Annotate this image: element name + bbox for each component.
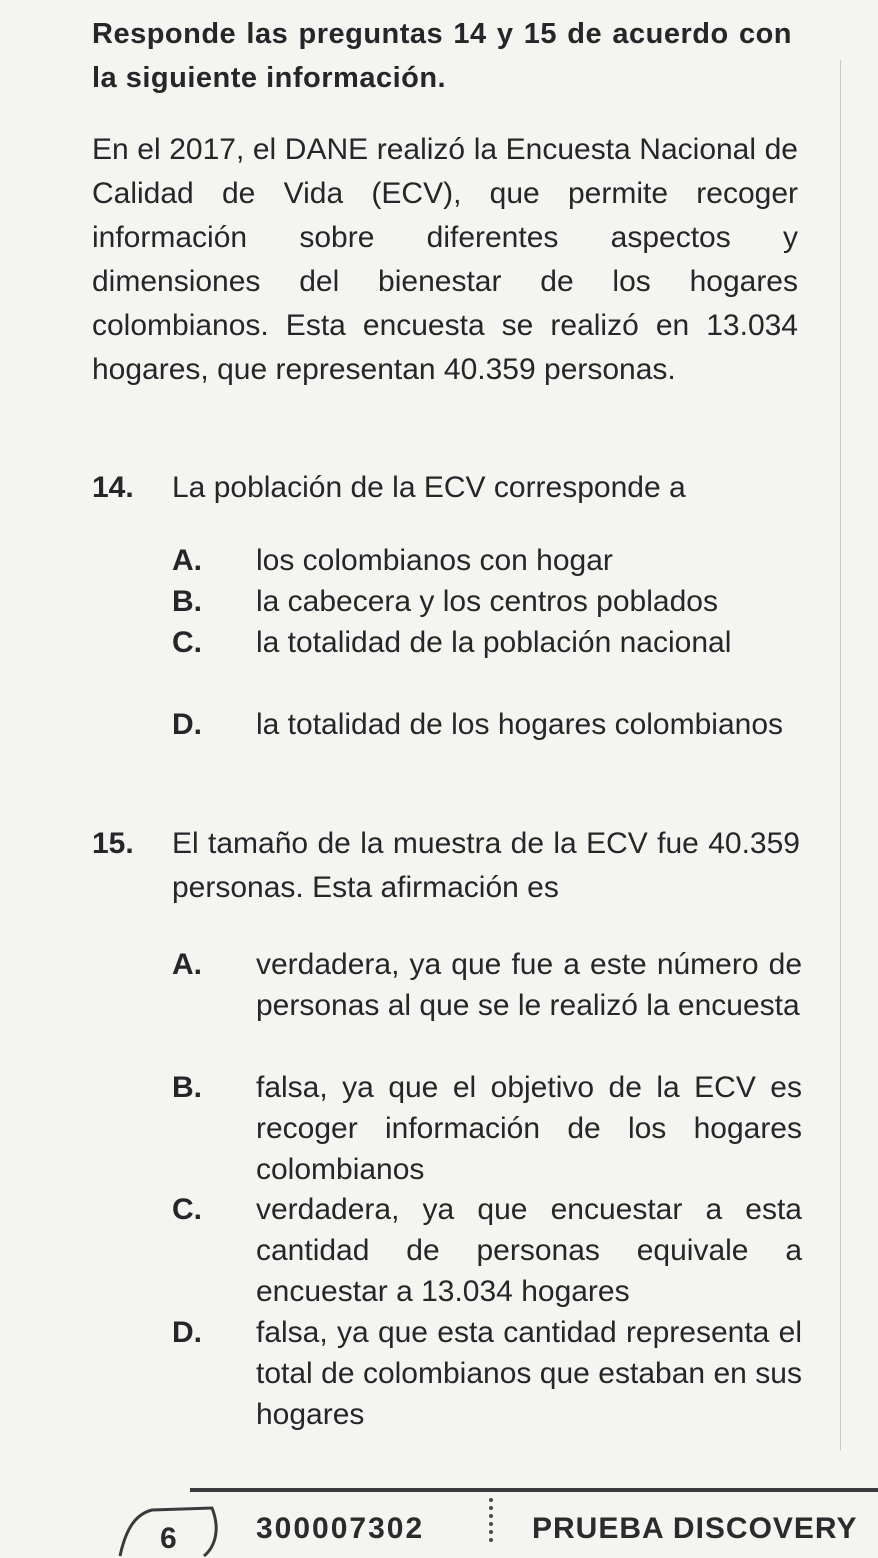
- option-letter: D.: [172, 1316, 202, 1349]
- context-paragraph: En el 2017, el DANE realizó la Encuesta Nacional de Calidad de Vida (ECV), que permite recoger información sobre diferentes aspectos y dimensiones del bienestar de los hogares colombianos. Esta encuesta se realizó en 13.034 hogares, que representan 40.359 personas.: [92, 133, 798, 386]
- option-text: verdadera, ya que fue a este número de personas al que se le realizó la encuesta: [256, 948, 802, 1022]
- option-text: los colombianos con hogar: [256, 544, 613, 577]
- option-text: falsa, ya que el objetivo de la ECV es recoger información de los hogares colombianos: [256, 1071, 802, 1186]
- footer-rule: [190, 1488, 878, 1492]
- option-letter: B.: [172, 1071, 202, 1104]
- question-number: 14.: [92, 471, 134, 504]
- question-text: La población de la ECV corresponde a: [172, 471, 686, 504]
- question-number: 15.: [92, 827, 134, 860]
- section-heading: Responde las preguntas 14 y 15 de acuerdo con la siguiente información.: [92, 18, 792, 94]
- option-letter: C.: [172, 1193, 202, 1226]
- page-number-badge-icon: [116, 1498, 226, 1558]
- option-letter: A.: [172, 948, 202, 981]
- option-letter: D.: [172, 708, 202, 741]
- booklet-code: 300007302: [256, 1512, 425, 1545]
- option-text: verdadera, ya que encuestar a esta cantidad de personas equivale a encuestar a 13.034 hogares: [256, 1193, 802, 1308]
- test-name: PRUEBA DISCOVERY: [532, 1512, 858, 1545]
- option-text: la cabecera y los centros poblados: [256, 585, 718, 618]
- option-text: falsa, ya que esta cantidad representa el total de colombianos que estaban en sus hogares: [256, 1316, 802, 1431]
- footer-separator: [489, 1498, 497, 1542]
- option-letter: B.: [172, 585, 202, 618]
- column-divider: [840, 60, 841, 1450]
- option-text: la totalidad de los hogares colombianos: [256, 708, 784, 741]
- option-text: la totalidad de la población nacional: [256, 626, 732, 659]
- option-letter: C.: [172, 626, 202, 659]
- option-letter: A.: [172, 544, 202, 577]
- page-number: 6: [160, 1522, 177, 1555]
- question-text: El tamaño de la muestra de la ECV fue 40.359 personas. Esta afirmación es: [172, 827, 800, 904]
